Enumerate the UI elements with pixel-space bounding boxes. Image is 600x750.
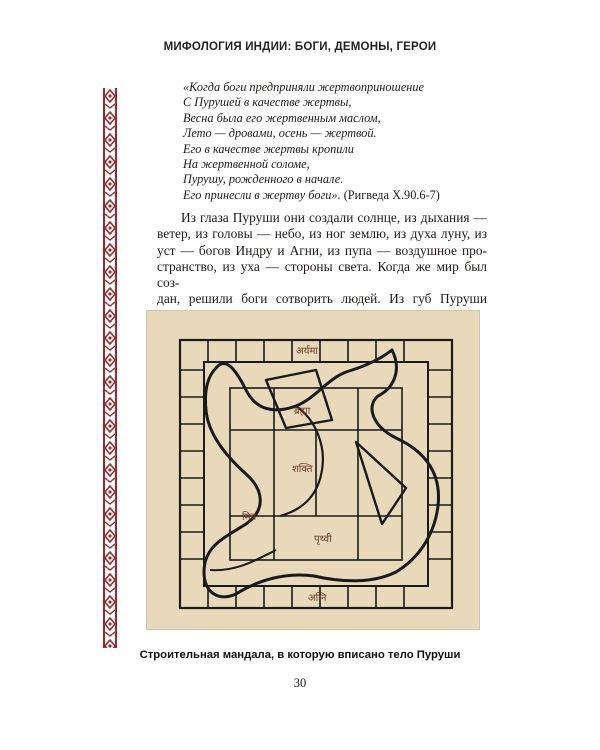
poem-last-line [183, 188, 503, 203]
inscription-center-b: शक्ति [292, 464, 313, 475]
body-line: уст — богов Индру и Агни, из пупа — воздушное про- [157, 242, 487, 258]
inscription-center-a: ब्रह्मा [294, 406, 311, 417]
poem-line: Его в качестве жертвы кропили [183, 141, 354, 156]
poem-line: На жертвенной соломе, [183, 157, 310, 172]
page-number: 30 [293, 676, 307, 690]
poem-line: Его принесли в жертву боги». [183, 187, 341, 202]
body-paragraph [157, 210, 487, 324]
body-line: Из глаза Пуруши они создали солнце, из дыхания — [181, 210, 487, 225]
poem-line: Весна была его жертвенным маслом, [183, 110, 381, 125]
inscription-top: अर्यमा [296, 346, 319, 357]
mandala-paper [146, 310, 480, 630]
inscription-center-d: पृथ्वी [314, 534, 332, 545]
inscription-bottom: अग्नि [308, 593, 327, 604]
decorative-border-ornament [103, 88, 117, 648]
figure-caption: Строительная мандала, в которую вписано тело Пуруши [139, 649, 461, 661]
poem-citation: (Ригведа X.90.6-7) [340, 187, 440, 202]
poem-line: Пурушу, рожденного в начале. [183, 172, 344, 187]
purusha-mandala-figure [146, 310, 480, 630]
poem-line: Лето — дровами, осень — жертвой. [183, 126, 377, 141]
inscription-center-c: मित्र [242, 512, 257, 523]
poem-line: С Пурушей в качестве жертвы, [183, 95, 352, 110]
body-line: дан, решили боги сотворить людей. Из губ Пуруши [157, 291, 487, 307]
body-line: странство, из уха — стороны света. Когда же мир был соз- [157, 258, 487, 291]
body-line: ветер, из головы — небо, из ног землю, из духа луну, из [157, 226, 487, 242]
poem-epigraph [183, 80, 503, 203]
running-head: МИФОЛОГИЯ ИНДИИ: БОГИ, ДЕМОНЫ, ГЕРОИ [163, 41, 437, 53]
poem-line: «Когда боги предприняли жертвоприношение [183, 80, 425, 94]
